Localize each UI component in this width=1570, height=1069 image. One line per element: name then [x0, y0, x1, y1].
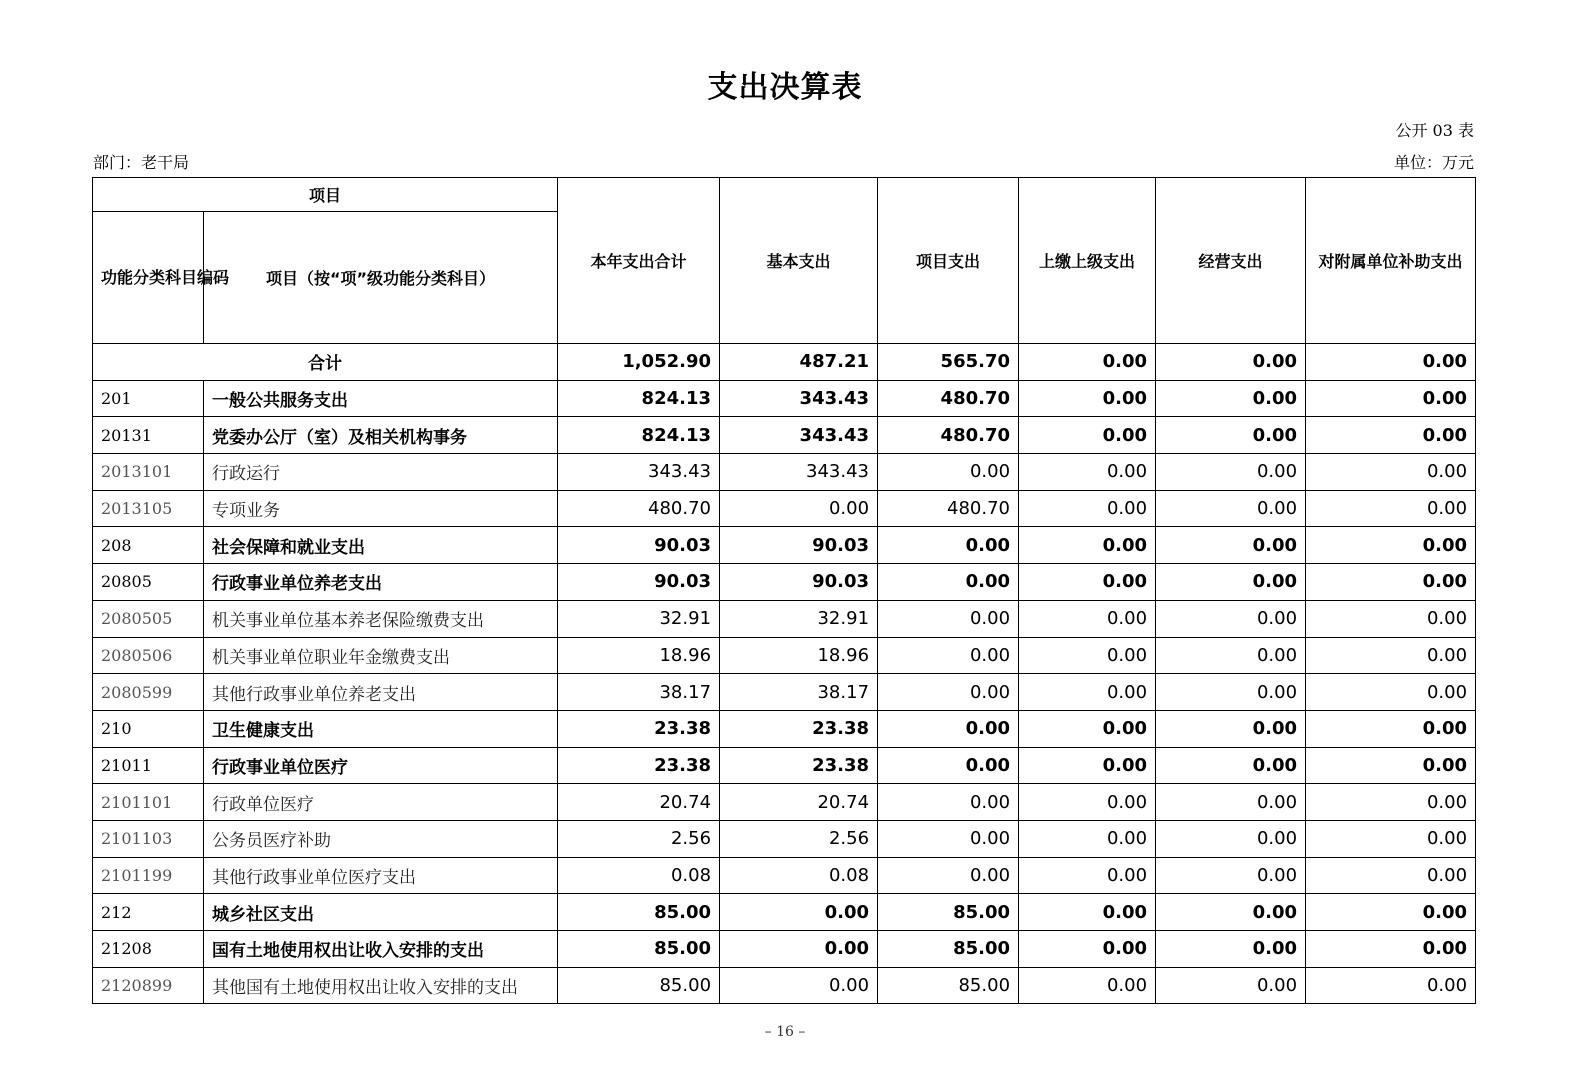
row-value: 0.00	[1019, 527, 1156, 564]
row-code: 20131	[93, 417, 204, 454]
row-value: 0.00	[1306, 490, 1476, 527]
row-value: 38.17	[720, 674, 878, 711]
row-value: 32.91	[720, 600, 878, 637]
row-code: 201	[93, 380, 204, 417]
row-value: 85.00	[558, 931, 720, 968]
row-name: 党委办公厅（室）及相关机构事务	[204, 417, 558, 454]
row-value: 0.00	[1156, 894, 1306, 931]
total-value: 0.00	[1156, 344, 1306, 381]
page-title: 支出决算表	[707, 70, 863, 105]
row-code: 208	[93, 527, 204, 564]
row-code: 2013101	[93, 454, 204, 491]
row-value: 0.00	[878, 784, 1019, 821]
row-code: 2013105	[93, 490, 204, 527]
row-value: 0.00	[1306, 710, 1476, 747]
row-value: 0.00	[1306, 967, 1476, 1004]
row-value: 32.91	[558, 600, 720, 637]
row-code: 2101103	[93, 820, 204, 857]
row-value: 0.00	[720, 894, 878, 931]
row-value: 0.00	[1156, 747, 1306, 784]
row-value: 0.00	[1306, 894, 1476, 931]
row-value: 0.00	[1156, 931, 1306, 968]
row-name: 机关事业单位基本养老保险缴费支出	[204, 600, 558, 637]
row-value: 824.13	[558, 417, 720, 454]
total-value: 487.21	[720, 344, 878, 381]
table-row	[93, 600, 1476, 637]
row-value: 20.74	[720, 784, 878, 821]
row-value: 18.96	[558, 637, 720, 674]
row-value: 0.00	[1156, 564, 1306, 601]
row-code: 2120899	[93, 967, 204, 1004]
row-value: 0.00	[878, 564, 1019, 601]
table-row	[93, 490, 1476, 527]
row-value: 0.00	[1019, 857, 1156, 894]
row-value: 0.00	[878, 674, 1019, 711]
row-value: 0.00	[878, 710, 1019, 747]
header-business: 经营支出	[1156, 178, 1306, 344]
page-number: – 16 –	[764, 1024, 806, 1040]
row-value: 0.00	[878, 820, 1019, 857]
total-value: 1,052.90	[558, 344, 720, 381]
department-label: 部门：老干局	[93, 153, 190, 172]
row-value: 0.00	[1156, 527, 1306, 564]
row-value: 0.00	[1019, 637, 1156, 674]
row-value: 23.38	[720, 710, 878, 747]
header-project-expenditure: 项目支出	[878, 178, 1019, 344]
row-value: 343.43	[720, 417, 878, 454]
table-row	[93, 747, 1476, 784]
row-value: 0.00	[1019, 417, 1156, 454]
row-name: 行政事业单位医疗	[204, 747, 558, 784]
row-value: 20.74	[558, 784, 720, 821]
row-code: 210	[93, 710, 204, 747]
row-value: 0.00	[878, 600, 1019, 637]
row-value: 0.00	[1019, 490, 1156, 527]
row-value: 0.00	[1156, 380, 1306, 417]
row-value: 0.00	[1019, 454, 1156, 491]
table-row	[93, 710, 1476, 747]
row-value: 0.00	[1019, 784, 1156, 821]
row-value: 480.70	[878, 417, 1019, 454]
row-value: 85.00	[558, 967, 720, 1004]
total-value: 0.00	[1019, 344, 1156, 381]
row-code: 2101199	[93, 857, 204, 894]
row-value: 480.70	[558, 490, 720, 527]
row-name: 行政运行	[204, 454, 558, 491]
row-name: 城乡社区支出	[204, 894, 558, 931]
total-row	[93, 344, 1476, 381]
table-row	[93, 931, 1476, 968]
row-value: 90.03	[720, 527, 878, 564]
row-value: 343.43	[558, 454, 720, 491]
row-value: 0.00	[1306, 527, 1476, 564]
expenditure-table	[92, 177, 1476, 1004]
row-value: 0.00	[1306, 454, 1476, 491]
row-value: 0.00	[720, 931, 878, 968]
row-value: 23.38	[558, 710, 720, 747]
row-value: 0.00	[1306, 564, 1476, 601]
header-func-code: 功能分类科目编码	[93, 212, 204, 344]
row-value: 0.00	[1019, 967, 1156, 1004]
table-row	[93, 564, 1476, 601]
row-value: 0.00	[1306, 747, 1476, 784]
row-value: 0.00	[1019, 931, 1156, 968]
row-value: 23.38	[720, 747, 878, 784]
row-value: 480.70	[878, 490, 1019, 527]
row-name: 其他国有土地使用权出让收入安排的支出	[204, 967, 558, 1004]
row-value: 85.00	[878, 967, 1019, 1004]
header-project: 项目	[93, 178, 558, 212]
row-value: 0.00	[1306, 857, 1476, 894]
row-value: 85.00	[878, 931, 1019, 968]
row-value: 0.00	[1156, 490, 1306, 527]
row-code: 2101101	[93, 784, 204, 821]
row-value: 0.00	[1306, 931, 1476, 968]
row-value: 0.00	[1156, 710, 1306, 747]
table-row	[93, 784, 1476, 821]
row-value: 0.00	[1019, 820, 1156, 857]
row-value: 0.00	[1019, 564, 1156, 601]
table-code: 公开 03 表	[1395, 121, 1474, 140]
row-value: 18.96	[720, 637, 878, 674]
row-value: 90.03	[558, 564, 720, 601]
row-value: 0.08	[720, 857, 878, 894]
row-name: 专项业务	[204, 490, 558, 527]
table-row	[93, 454, 1476, 491]
row-value: 343.43	[720, 454, 878, 491]
table-row	[93, 820, 1476, 857]
header-upper-level: 上缴上级支出	[1019, 178, 1156, 344]
row-value: 0.00	[1306, 380, 1476, 417]
row-value: 0.00	[1306, 600, 1476, 637]
row-value: 824.13	[558, 380, 720, 417]
row-value: 0.00	[1306, 784, 1476, 821]
table-row	[93, 967, 1476, 1004]
row-value: 2.56	[558, 820, 720, 857]
row-value: 0.00	[1156, 600, 1306, 637]
table-row	[93, 637, 1476, 674]
row-value: 0.00	[1019, 600, 1156, 637]
table-row	[93, 674, 1476, 711]
row-value: 0.00	[1306, 674, 1476, 711]
row-value: 0.00	[1019, 894, 1156, 931]
row-value: 0.00	[1156, 417, 1306, 454]
row-value: 23.38	[558, 747, 720, 784]
row-value: 0.00	[878, 747, 1019, 784]
row-code: 2080506	[93, 637, 204, 674]
table-row	[93, 380, 1476, 417]
row-name: 国有土地使用权出让收入安排的支出	[204, 931, 558, 968]
unit-label: 单位：万元	[1393, 153, 1474, 172]
row-name: 行政单位医疗	[204, 784, 558, 821]
header-subsidy: 对附属单位补助支出	[1306, 178, 1476, 344]
row-value: 0.00	[1156, 857, 1306, 894]
row-value: 0.00	[720, 490, 878, 527]
row-value: 0.00	[1156, 820, 1306, 857]
row-value: 38.17	[558, 674, 720, 711]
row-value: 90.03	[720, 564, 878, 601]
row-value: 0.00	[878, 454, 1019, 491]
total-value: 565.70	[878, 344, 1019, 381]
table-row	[93, 894, 1476, 931]
row-value: 0.00	[720, 967, 878, 1004]
total-value: 0.00	[1306, 344, 1476, 381]
row-value: 0.00	[878, 637, 1019, 674]
row-code: 2080505	[93, 600, 204, 637]
row-name: 卫生健康支出	[204, 710, 558, 747]
row-value: 0.00	[1156, 784, 1306, 821]
row-value: 0.00	[1019, 747, 1156, 784]
row-name: 其他行政事业单位养老支出	[204, 674, 558, 711]
row-value: 480.70	[878, 380, 1019, 417]
row-value: 0.00	[1019, 710, 1156, 747]
row-value: 2.56	[720, 820, 878, 857]
row-name: 机关事业单位职业年金缴费支出	[204, 637, 558, 674]
row-value: 0.00	[1306, 637, 1476, 674]
table-row	[93, 417, 1476, 454]
row-value: 0.00	[1306, 417, 1476, 454]
row-value: 85.00	[558, 894, 720, 931]
row-name: 一般公共服务支出	[204, 380, 558, 417]
row-value: 85.00	[878, 894, 1019, 931]
row-value: 0.00	[1156, 674, 1306, 711]
row-code: 20805	[93, 564, 204, 601]
row-code: 21011	[93, 747, 204, 784]
row-value: 0.00	[1019, 380, 1156, 417]
row-value: 0.00	[1156, 637, 1306, 674]
header-project-name: 项目（按“项”级功能分类科目）	[204, 212, 558, 344]
row-code: 212	[93, 894, 204, 931]
row-value: 0.00	[1306, 820, 1476, 857]
row-name: 其他行政事业单位医疗支出	[204, 857, 558, 894]
row-value: 0.00	[878, 527, 1019, 564]
row-value: 343.43	[720, 380, 878, 417]
row-code: 21208	[93, 931, 204, 968]
header-total: 本年支出合计	[558, 178, 720, 344]
row-value: 0.08	[558, 857, 720, 894]
row-value: 0.00	[1019, 674, 1156, 711]
row-name: 行政事业单位养老支出	[204, 564, 558, 601]
row-value: 0.00	[1156, 454, 1306, 491]
header-basic: 基本支出	[720, 178, 878, 344]
row-name: 公务员医疗补助	[204, 820, 558, 857]
table-row	[93, 527, 1476, 564]
row-value: 0.00	[1156, 967, 1306, 1004]
row-value: 0.00	[878, 857, 1019, 894]
row-name: 社会保障和就业支出	[204, 527, 558, 564]
table-row	[93, 857, 1476, 894]
row-value: 90.03	[558, 527, 720, 564]
row-code: 2080599	[93, 674, 204, 711]
total-label: 合计	[93, 344, 558, 381]
